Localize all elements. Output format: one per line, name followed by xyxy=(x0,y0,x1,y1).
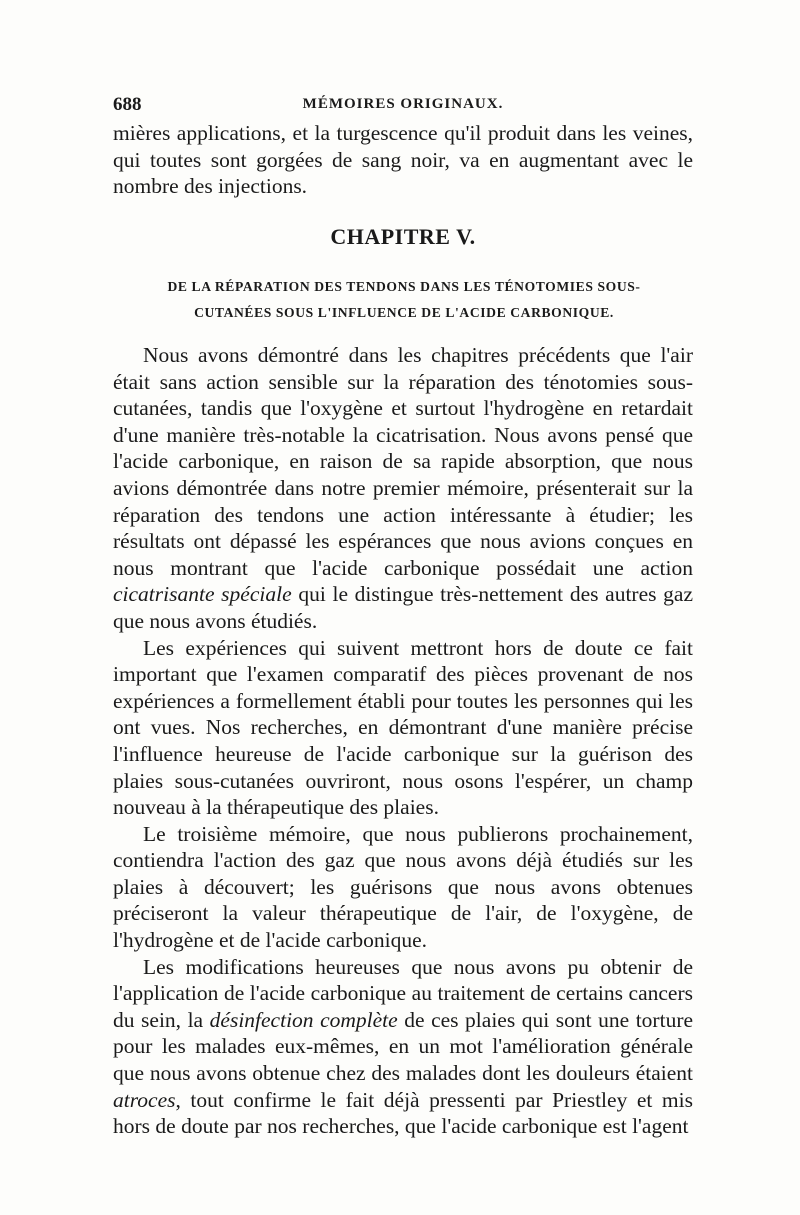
paragraph-3: Le troisième mémoire, que nous publierons prochainement, contiendra l'action des gaz que nous avons déjà étudiés sur les plaies à découvert; les guérisons que nous avons obtenues préciseront la valeur thérapeutique de l'air, de l'oxygène, de l'hydrogène et de l'acide carbonique. xyxy=(113,821,693,953)
running-head: MÉMOIRES ORIGINAUX. xyxy=(302,96,504,112)
paragraph-4-text-c: , tout confirme le fait déjà pressenti par Priestley et mis hors de doute par nos recherches, que l'acide carbonique est l'agent xyxy=(113,1087,693,1139)
page-number: 688 xyxy=(113,94,142,115)
chapter-title: CHAPITRE V. xyxy=(330,224,476,249)
paragraph-1-emphasis: cicatrisante spéciale xyxy=(113,582,292,607)
paragraph-4-emphasis-1: désinfection complète xyxy=(209,1007,398,1032)
paragraph-4 xyxy=(113,954,693,1140)
paragraph-4-text-a: Les modifications heureuses que nous avons pu obtenir de l'application de l'acide carbonique au traitement de certains cancers du sein, la xyxy=(113,954,693,1032)
paragraph-2: Les expériences qui suivent mettront hors de doute ce fait important que l'examen comparatif des pièces provenant de nos expériences a formellement établi pour toutes les personnes qui les ont vues. Nos recherches, en démontrant d'une manière précise l'influence heureuse de l'acide carbonique sur la guérison des plaies sous-cutanées ouvriront, nous osons l'espérer, un champ nouveau à la thérapeutique des plaies. xyxy=(113,635,693,820)
chapter-subtitle: DE LA RÉPARATION DES TENDONS DANS LES TÉNOTOMIES SOUS-CUTANÉES SOUS L'INFLUENCE DE L'ACIDE CARBONIQUE. xyxy=(167,279,641,320)
paragraph-1 xyxy=(113,342,693,635)
paragraph-1-text-a: Nous avons démontré dans les chapitres précédents que l'air était sans action sensible sur la réparation des ténotomies sous-cutanées, tandis que l'oxygène et surtout l'hydrogène en retardait d'une manière très-notable la cicatrisation. Nous avons pensé que l'acide carbonique, en raison de sa rapide absorption, que nous avions démontrée dans notre premier mémoire, présenterait sur la réparation des tendons une action intéressante à étudier; les résultats ont dépassé les espérances que nous avions conçues en nous montrant que l'acide carbonique possédait une action xyxy=(113,343,693,580)
opening-text-block xyxy=(113,120,693,200)
paragraph-4-emphasis-2: atroces xyxy=(113,1087,176,1112)
paragraph-1-text-b: qui le distingue très-nettement des autres gaz que nous avons étudiés. xyxy=(113,582,694,633)
page-header xyxy=(113,94,693,120)
paragraph-4-text-b: de ces plaies qui sont une torture pour les malades eux-mêmes, en un mot l'amélioration générale que nous avons obtenue chez des malades dont les douleurs étaient xyxy=(113,1007,694,1086)
chapter-body xyxy=(113,342,693,1140)
continued-paragraph: mières applications, et la turgescence qu'il produit dans les veines, qui toutes sont gorgées de sang noir, va en augmentant avec le nombre des injections. xyxy=(113,121,693,199)
